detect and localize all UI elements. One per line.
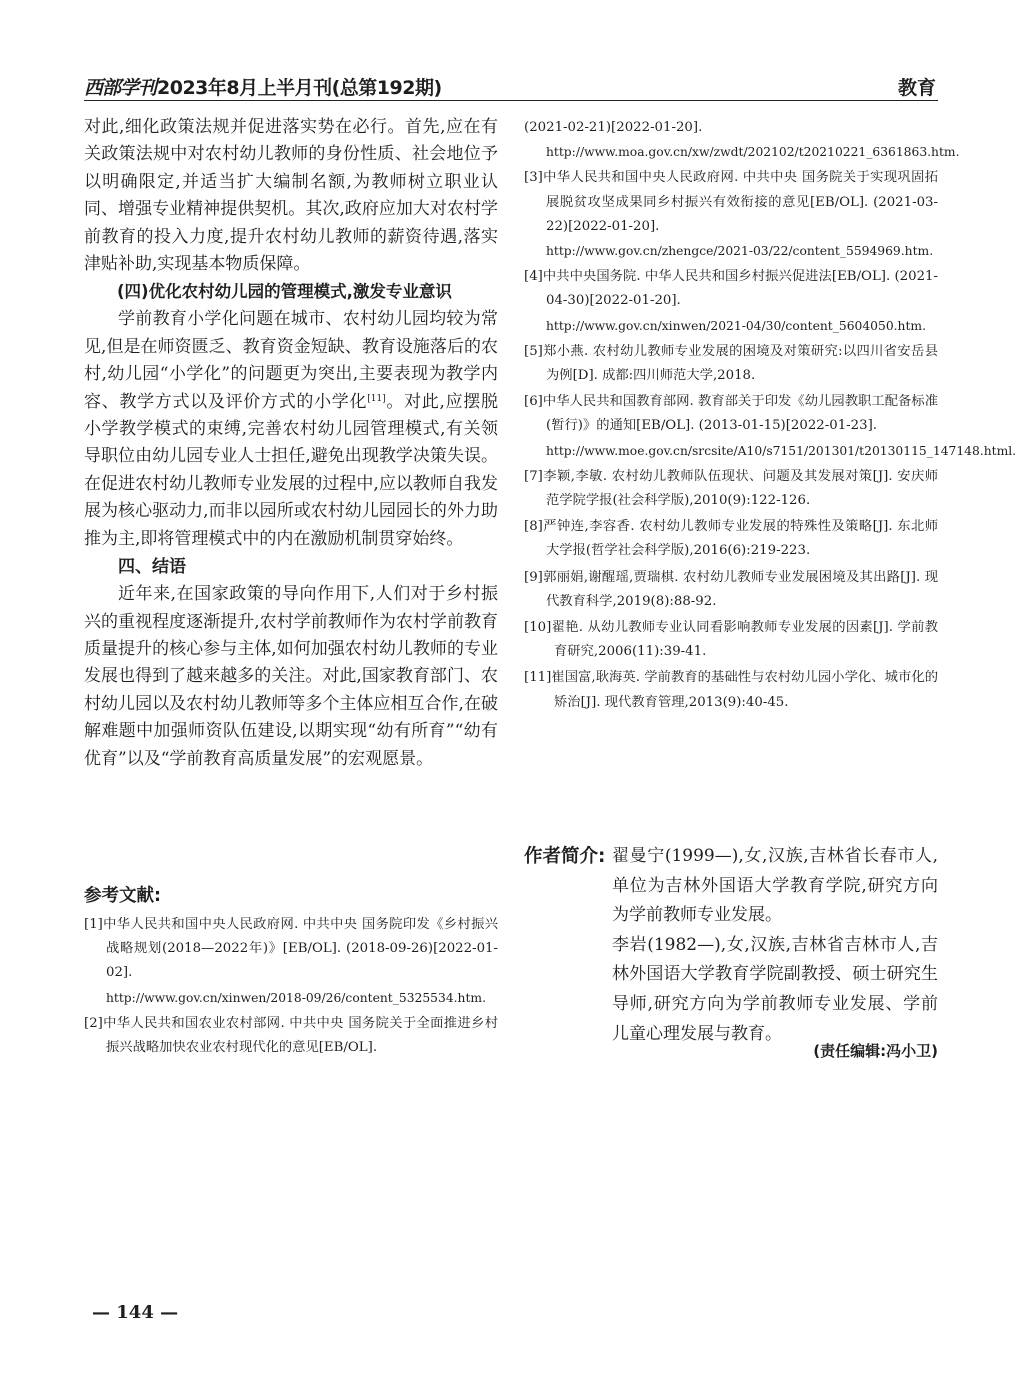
reference-url: http://www.gov.cn/zhengce/2021-03/22/content_5594969.htm. bbox=[546, 244, 934, 259]
reference-text: [5]郑小燕. 农村幼儿教师专业发展的困境及对策研究:以四川省安岳县为例[D]. 成都:四川师范大学,2018. bbox=[524, 343, 938, 384]
reference-item bbox=[524, 340, 938, 388]
issue-info: 2023年8月上半月刊(总第192期) bbox=[157, 77, 442, 99]
author-info-body bbox=[612, 842, 938, 1049]
paragraph-3: 近年来,在国家政策的导向作用下,人们对于乡村振兴的重视程度逐渐提升,农村学前教师作为农村学前教育质量提升的核心参与主体,如何加强农村幼儿教师的专业发展也得到了越来越多的关注。对此,国家教育部门、农村幼儿园以及农村幼儿教师等多个主体应相互合作,在破解难题中加强师资队伍建设,以期实现“幼有所育”“幼有优育”以及“学前教育高质量发展”的宏观愿景。 bbox=[84, 584, 498, 769]
reference-text: [8]严钟连,李容香. 农村幼儿教师专业发展的特殊性及策略[J]. 东北师大学报(哲学社会科学版),2016(6):219-223. bbox=[524, 519, 938, 559]
reference-text: [10]翟艳. 从幼儿教师专业认同看影响教师专业发展的因素[J]. 学前教育研究,2006(11):39-41. bbox=[524, 620, 938, 660]
author-info-label: 作者简介: bbox=[524, 846, 606, 867]
paragraph-2-part-b: 。对此,应摆脱小学教学模式的束缚,完善农村幼儿园管理模式,有关领导职位由幼儿园专业人士担任,避免出现教学决策失误。在促进农村幼儿教师专业发展的过程中,应以教师自我发展为核心驱动力,而非以园所或农村幼儿园园长的外力助推为主,即将管理模式中的内在激励机制贯穿始终。 bbox=[84, 391, 499, 549]
references-left bbox=[84, 913, 498, 1062]
reference-item bbox=[524, 566, 938, 614]
page-number: — 144 — bbox=[92, 1302, 179, 1323]
reference-text: [1]中华人民共和国中央人民政府网. 中共中央 国务院印发《乡村振兴战略规划(2018—2022年)》[EB/OL]. (2018-09-26)[2022-01-02]. bbox=[84, 917, 498, 981]
author-2: 李岩(1982—),女,汉族,吉林省吉林市人,吉林外国语大学教育学院副教授、硕士研究生导师,研究方向为学前教师专业发展、学前儿童心理发展与教育。 bbox=[612, 934, 938, 1044]
citation-11: [11] bbox=[367, 393, 386, 404]
page-header bbox=[84, 72, 938, 101]
reference-item bbox=[84, 913, 498, 1010]
reference-item bbox=[84, 1012, 498, 1060]
reference-item bbox=[524, 515, 938, 563]
reference-text: [9]郭丽娟,谢醒瑶,贾瑞棋. 农村幼儿教师专业发展困境及其出路[J]. 现代教育科学,2019(8):88-92. bbox=[524, 569, 938, 609]
paragraph-2 bbox=[84, 306, 498, 553]
reference-url: http://www.gov.cn/xinwen/2018-09/26/content_5325534.htm. bbox=[106, 990, 486, 1005]
section-label: 教育 bbox=[897, 77, 936, 99]
reference-text: [4]中共中央国务院. 中华人民共和国乡村振兴促进法[EB/OL]. (2021-04-30)[2022-01-20]. bbox=[524, 269, 938, 309]
reference-text: [3]中华人民共和国中央人民政府网. 中共中央 国务院关于实现巩固拓展脱贫攻坚成果同乡村振兴有效衔接的意见[EB/OL]. (2021-03-22)[2022-01-20]. bbox=[524, 170, 938, 234]
reference-item bbox=[524, 116, 960, 164]
reference-item bbox=[524, 465, 938, 513]
author-info bbox=[524, 842, 938, 1049]
paragraph-2-part-a: 学前教育小学化问题在城市、农村幼儿园均较为常见,但是在师资匮乏、教育资金短缺、教育设施落后的农村,幼儿园“小学化”的问题更为突出,主要表现为教学内容、教学方式以及评价方式的小学化 bbox=[84, 309, 498, 412]
references-title: 参考文献: bbox=[84, 886, 161, 906]
reference-item bbox=[524, 265, 938, 338]
journal-logo: 西部学刊 bbox=[84, 77, 157, 99]
reference-text: [11]崔国富,耿海英. 学前教育的基础性与农村幼儿园小学化、城市化的矫治[J]. 现代教育管理,2013(9):40-45. bbox=[524, 670, 938, 710]
reference-text: (2021-02-21)[2022-01-20]. bbox=[524, 120, 703, 135]
reference-item bbox=[524, 666, 938, 714]
reference-text: [6]中华人民共和国教育部网. 教育部关于印发《幼儿园教职工配备标准(暂行)》的通知[EB/OL]. (2013-01-15)[2022-01-23]. bbox=[524, 394, 938, 434]
reference-text: [7]李颖,李敏. 农村幼儿教师队伍现状、问题及其发展对策[J]. 安庆师范学院学报(社会科学版),2010(9):122-126. bbox=[524, 468, 938, 509]
reference-url: http://www.gov.cn/xinwen/2021-04/30/content_5604050.htm. bbox=[546, 318, 926, 333]
references-right bbox=[524, 116, 1017, 717]
reference-url: http://www.moa.gov.cn/xw/zwdt/202102/t20210221_6361863.htm. bbox=[546, 145, 960, 160]
subheading-4: (四)优化农村幼儿园的管理模式,激发专业意识 bbox=[117, 282, 452, 302]
reference-url: http://www.moe.gov.cn/srcsite/A10/s7151/201301/t20130115_147148.html. bbox=[546, 443, 1017, 458]
reference-item bbox=[524, 390, 1017, 463]
reference-text: [2]中华人民共和国农业农村部网. 中共中央 国务院关于全面推进乡村振兴战略加快农业农村现代化的意见[EB/OL]. bbox=[84, 1015, 498, 1056]
author-1: 翟曼宁(1999—),女,汉族,吉林省长春市人,单位为吉林外国语大学教育学院,研究方向为学前教师专业发展。 bbox=[612, 846, 938, 926]
reference-item bbox=[524, 616, 938, 664]
paragraph-1: 对此,细化政策法规并促进落实势在必行。首先,应在有关政策法规中对农村幼儿教师的身份性质、社会地位予以明确限定,并适当扩大编制名额,为教师树立职业认同、增强专业精神提供契机。其次,政府应加大对农村学前教育的投入力度,提升农村幼儿教师的薪资待遇,落实津贴补助,实现基本物质保障。 bbox=[84, 117, 498, 275]
section-heading-conclusion: 四、结语 bbox=[118, 557, 186, 578]
reference-item bbox=[524, 166, 938, 263]
responsible-editor: (责任编辑:冯小卫) bbox=[813, 1042, 938, 1060]
left-column bbox=[84, 114, 498, 773]
